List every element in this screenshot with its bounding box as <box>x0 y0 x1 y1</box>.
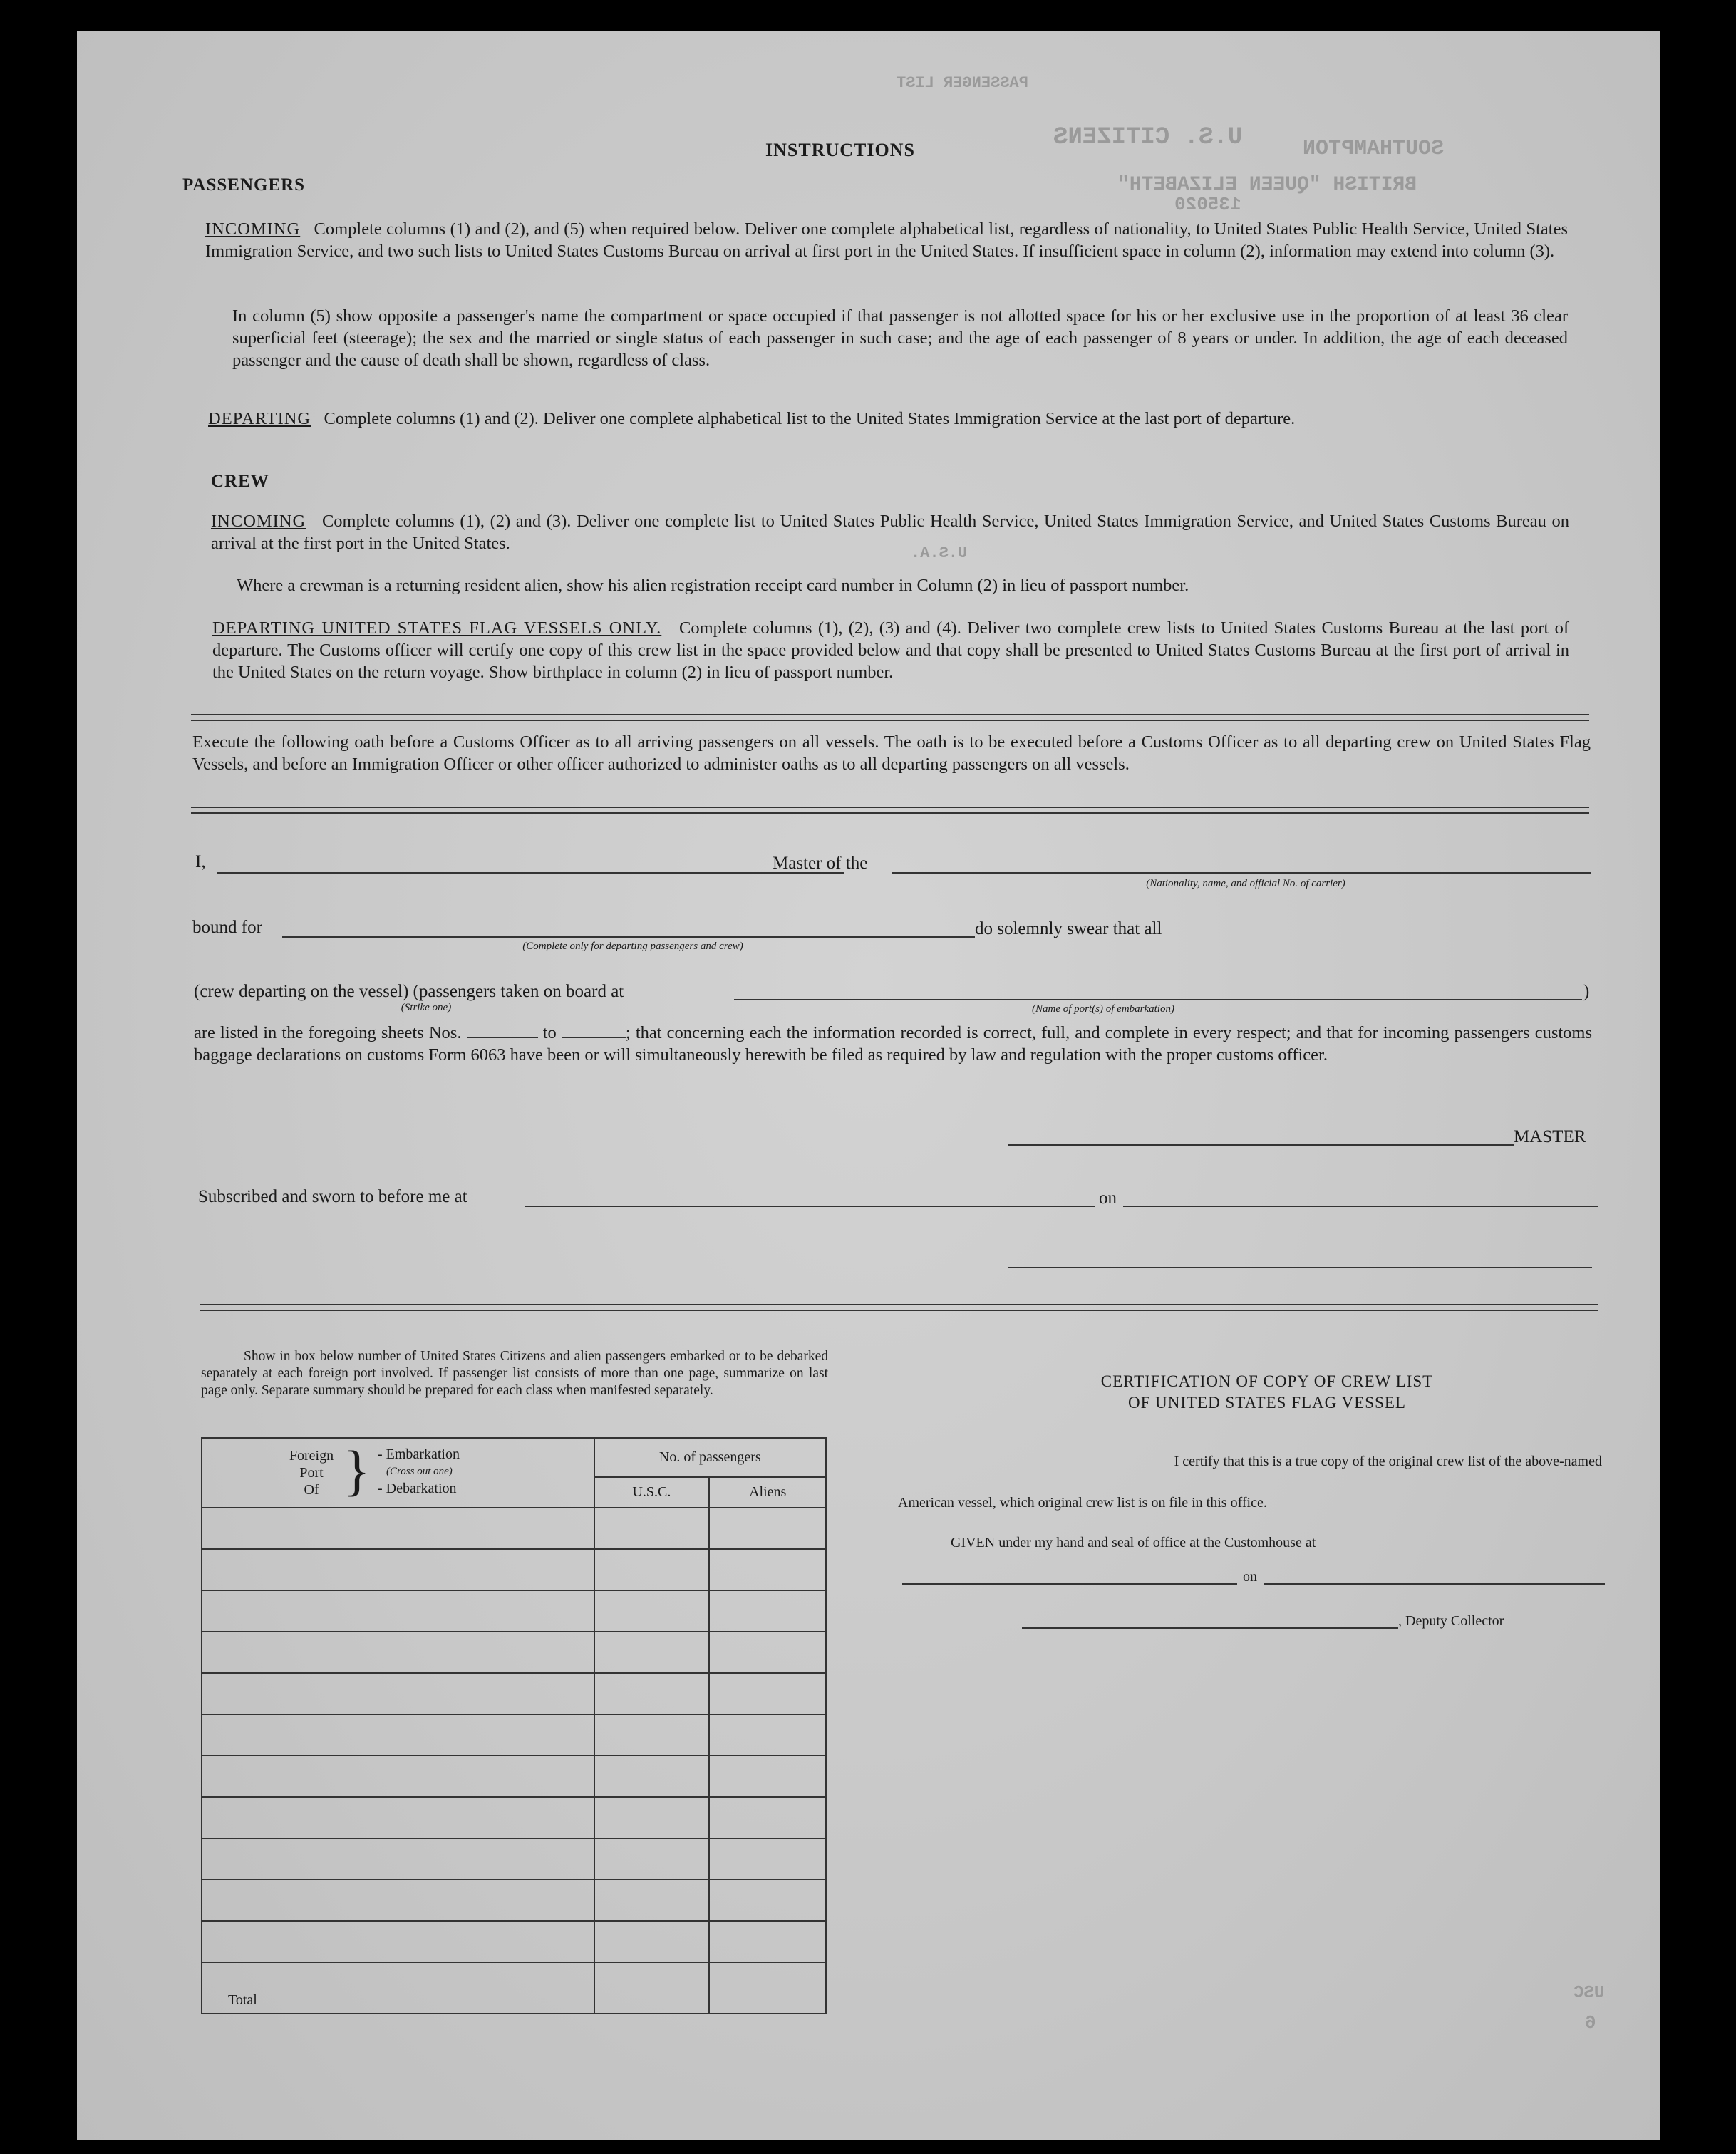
port-cell[interactable] <box>202 1838 594 1880</box>
summary-row <box>202 1549 826 1590</box>
embarkation-port-field[interactable] <box>734 999 1582 1000</box>
port-label: Port <box>299 1465 324 1481</box>
usc-cell[interactable] <box>594 1797 710 1838</box>
summary-rows <box>202 1508 826 1962</box>
port-cell[interactable] <box>202 1714 594 1756</box>
port-cell[interactable] <box>202 1549 594 1590</box>
bound-for-field[interactable] <box>282 936 975 938</box>
usc-cell[interactable] <box>594 1549 710 1590</box>
bleed-through-six: 6 <box>1585 2012 1596 2034</box>
passengers-departing <box>208 408 1568 430</box>
summary-row <box>202 1756 826 1797</box>
port-cell[interactable] <box>202 1797 594 1838</box>
passengers-incoming <box>205 218 1568 262</box>
foreign-port-header <box>202 1438 594 1508</box>
complete-only-caption: (Complete only for departing passengers and crew) <box>522 941 743 952</box>
brace-icon: } <box>343 1439 371 1501</box>
aliens-header: Aliens <box>709 1477 826 1508</box>
summary-row <box>202 1714 826 1756</box>
aliens-cell[interactable] <box>709 1838 826 1880</box>
oath-intro: Execute the following oath before a Customs Officer as to all arriving passengers on all vessels. The oath is to be executed before a Customs Officer as to all departing crew on United States Flag Vessels, and before an Immigration Officer or other officer authorized to administer oaths as to all departing passengers on all vessels. <box>192 732 1591 774</box>
passengers-heading: PASSENGERS <box>182 175 306 195</box>
carrier-field[interactable] <box>892 872 1591 874</box>
solemnly-swear-label: do solemnly swear that all <box>975 919 1162 938</box>
divider-double-3 <box>200 1304 1598 1311</box>
foreign-label: Foreign <box>289 1448 334 1464</box>
aliens-cell[interactable] <box>709 1880 826 1921</box>
deputy-signature-field[interactable] <box>1022 1627 1398 1629</box>
crew-departing-label: (crew departing on the vessel) (passengers taken on board at <box>194 982 624 1001</box>
passengers-departing-text: Complete columns (1) and (2). Deliver one complete alphabetical list to the United States Immigration Service at the last port of departure. <box>324 409 1296 428</box>
summary-row <box>202 1590 826 1632</box>
deputy-collector-label: , Deputy Collector <box>1398 1613 1504 1629</box>
page-title: INSTRUCTIONS <box>765 140 915 160</box>
port-cell[interactable] <box>202 1673 594 1714</box>
certification-date-field[interactable] <box>1264 1583 1605 1585</box>
strike-one-caption: (Strike one) <box>401 1002 452 1013</box>
usc-cell[interactable] <box>594 1921 710 1962</box>
aliens-cell[interactable] <box>709 1508 826 1549</box>
total-usc-cell[interactable] <box>594 1962 710 2014</box>
sworn-place-field[interactable] <box>525 1206 1095 1207</box>
total-label: Total <box>202 1962 594 2014</box>
port-cell[interactable] <box>202 1508 594 1549</box>
summary-row <box>202 1673 826 1714</box>
close-paren: ) <box>1583 982 1590 1001</box>
given-text: GIVEN under my hand and seal of office at the Customhouse at <box>951 1535 1316 1550</box>
certify-text: I certify that this is a true copy of the original crew list of the above-named <box>1174 1454 1602 1469</box>
port-caption: (Name of port(s) of embarkation) <box>1032 1003 1174 1015</box>
crew-incoming-text: Complete columns (1), (2) and (3). Deliver one complete list to United States Public Health Service, United States Immigration Service, and United States Customs Bureau on arrival at the first port in the United States. <box>211 512 1570 553</box>
listed-prefix: are listed in the foregoing sheets Nos. <box>194 1023 462 1042</box>
crew-incoming-label: INCOMING <box>211 512 306 531</box>
usc-cell[interactable] <box>594 1508 710 1549</box>
usc-cell[interactable] <box>594 1632 710 1673</box>
subscribed-label: Subscribed and sworn to before me at <box>198 1187 467 1206</box>
officer-signature-field[interactable] <box>1008 1267 1592 1268</box>
bleed-through-usc: USC <box>1574 1984 1605 2003</box>
summary-row <box>202 1508 826 1549</box>
bleed-through-number: 135020 <box>1174 194 1241 215</box>
cross-out-label: (Cross out one) <box>386 1466 453 1477</box>
bleed-through-ship: BRITISH "QUEEN ELIZABETH" <box>1117 174 1417 196</box>
sworn-date-field[interactable] <box>1123 1206 1598 1207</box>
port-cell[interactable] <box>202 1756 594 1797</box>
nationality-caption: (Nationality, name, and official No. of carrier) <box>1146 878 1345 889</box>
summary-row <box>202 1838 826 1880</box>
aliens-cell[interactable] <box>709 1673 826 1714</box>
aliens-cell[interactable] <box>709 1714 826 1756</box>
listed-rest: ; that concerning each the information recorded is correct, full, and complete in every respect; and that for incoming passengers customs baggage declarations on customs Form 6063 have been or will simultaneously herewith be filed as required by law and regulation with the proper customs officer. <box>194 1023 1593 1065</box>
usc-header: U.S.C. <box>594 1477 710 1508</box>
to-label: to <box>542 1023 557 1042</box>
no-of-passengers-header: No. of passengers <box>594 1438 826 1477</box>
summary-row <box>202 1797 826 1838</box>
port-cell[interactable] <box>202 1590 594 1632</box>
aliens-cell[interactable] <box>709 1756 826 1797</box>
aliens-cell[interactable] <box>709 1549 826 1590</box>
aliens-cell[interactable] <box>709 1921 826 1962</box>
total-aliens-cell[interactable] <box>709 1962 826 2014</box>
passengers-departing-label: DEPARTING <box>208 409 311 428</box>
master-name-field[interactable] <box>217 872 844 874</box>
embarkation-label: - Embarkation <box>378 1446 460 1462</box>
oath-i-label: I, <box>195 852 206 871</box>
port-cell[interactable] <box>202 1921 594 1962</box>
bleed-through-usa: U.S.A. <box>911 544 968 562</box>
summary-row <box>202 1632 826 1673</box>
certification-heading-line1: CERTIFICATION OF COPY OF CREW LIST <box>1100 1372 1434 1390</box>
usc-cell[interactable] <box>594 1756 710 1797</box>
crew-departing-text: Complete columns (1), (2), (3) and (4). Deliver two complete crew lists to United States Customs Bureau at the last port of departure. The Customs officer will certify one copy of this crew list in the space provided below and that copy shall be presented to United States Customs Bureau at the first port of arrival in the United States on the return voyage. Show birthplace in column (2) in lieu of passport number. <box>212 618 1569 682</box>
sheet-from-field[interactable] <box>467 1024 538 1038</box>
passengers-incoming-text: Complete columns (1) and (2), and (5) when required below. Deliver one complete alphabetical list, regardless of nationality, to United States Public Health Service, United States Immigration Service, and two such lists to United States Customs Bureau on arrival at first port in the United States. If insufficient space in column (2), information may extend into column (3). <box>205 219 1568 261</box>
debarkation-label: - Debarkation <box>378 1481 457 1496</box>
oath-listed <box>194 1022 1592 1066</box>
sworn-on-label: on <box>1099 1189 1117 1208</box>
passengers-incoming-label: INCOMING <box>205 219 301 239</box>
bound-for-label: bound for <box>192 918 262 937</box>
passenger-summary-table <box>201 1437 827 2014</box>
summary-row <box>202 1921 826 1962</box>
total-row <box>202 1962 826 2014</box>
customhouse-field[interactable] <box>902 1583 1237 1585</box>
usc-cell[interactable] <box>594 1714 710 1756</box>
master-label: MASTER <box>1514 1127 1586 1146</box>
port-cell[interactable] <box>202 1632 594 1673</box>
master-signature-field[interactable] <box>1008 1144 1514 1146</box>
divider-double-2 <box>191 807 1589 814</box>
certification-heading <box>961 1371 1574 1414</box>
bleed-through-citizens: U.S. CITIZENS <box>1053 124 1243 151</box>
usc-cell[interactable] <box>594 1590 710 1632</box>
table-header-row <box>202 1438 826 1477</box>
crew-heading: CREW <box>211 472 269 491</box>
bleed-through-top: PASSENGER LIST <box>897 74 1028 92</box>
usc-cell[interactable] <box>594 1838 710 1880</box>
document-page <box>77 31 1660 2140</box>
aliens-cell[interactable] <box>709 1590 826 1632</box>
crew-incoming <box>211 510 1569 554</box>
certification-heading-line2: OF UNITED STATES FLAG VESSEL <box>1128 1394 1406 1412</box>
certification-on-label: on <box>1243 1569 1257 1585</box>
master-of-the-label: Master of the <box>773 854 868 873</box>
aliens-cell[interactable] <box>709 1632 826 1673</box>
aliens-cell[interactable] <box>709 1797 826 1838</box>
port-cell[interactable] <box>202 1880 594 1921</box>
crew-alien: Where a crewman is a returning resident alien, show his alien registration receipt card number in Column (2) in lieu of passport number. <box>237 576 1189 595</box>
summary-instructions: Show in box below number of United States Citizens and alien passengers embarked or to be debarked separately at each foreign port involved. If passenger list consists of more than one page, summarize on last page only. Separate summary should be prepared for each class when manifested separately. <box>201 1349 828 1398</box>
crew-departing-label: DEPARTING UNITED STATES FLAG VESSELS ONLY. <box>212 618 662 638</box>
sheet-to-field[interactable] <box>562 1024 626 1038</box>
bleed-through-port: SOUTHAMPTON <box>1303 137 1445 161</box>
of-label: Of <box>304 1482 319 1498</box>
passengers-column5: In column (5) show opposite a passenger's name the compartment or space occupied if that passenger is not allotted space for his or her exclusive use in the proportion of at least 36 clear superficial feet (steerage); the sex and the married or single status of each passenger in such case; and the age of each passenger of 8 years or under. In addition, the age of each deceased passenger and the cause of death shall be shown, regardless of class. <box>232 306 1568 370</box>
usc-cell[interactable] <box>594 1673 710 1714</box>
divider-double-1 <box>191 714 1589 721</box>
american-vessel-text: American vessel, which original crew list is on file in this office. <box>898 1495 1267 1511</box>
summary-row <box>202 1880 826 1921</box>
crew-departing <box>212 617 1569 683</box>
usc-cell[interactable] <box>594 1880 710 1921</box>
